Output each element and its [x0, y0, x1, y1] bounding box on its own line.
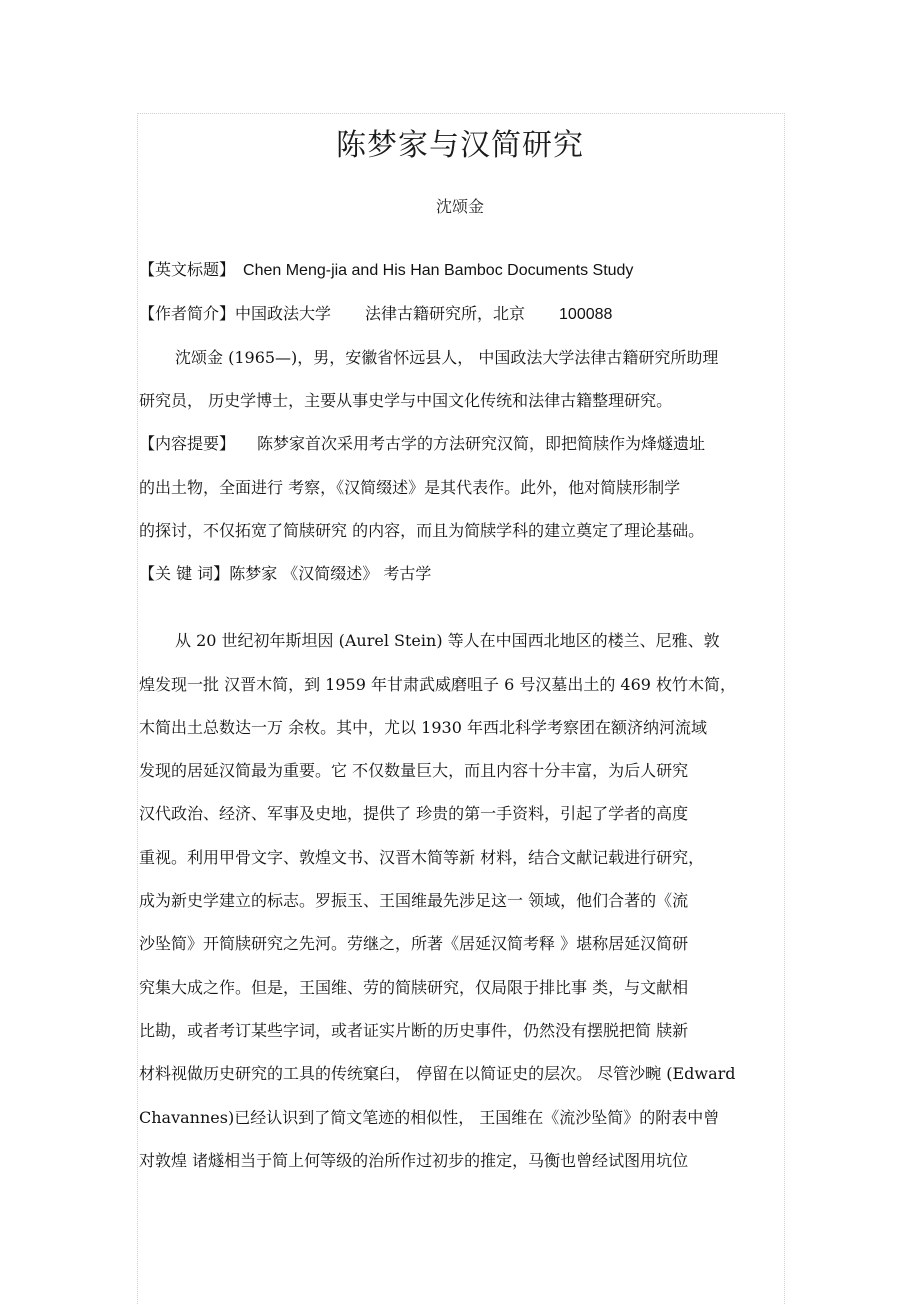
body-line: 究集大成之作。但是，王国维、劳的简牍研究，仅局限于排比事 类，与文献相	[139, 978, 689, 997]
abstract-line-2: 的出土物，全面进行 考察，《汉简缀述》是其代表作。此外，他对简牍形制学	[139, 478, 681, 497]
body-line: 材料视做历史研究的工具的传统窠臼， 停留在以简证史的层次。 尽管沙畹 (Edward	[139, 1064, 736, 1083]
author-affiliation: 法律古籍研究所，北京	[365, 304, 526, 323]
body-line: 煌发现一批 汉晋木简，到 1959 年甘肃武威磨咀子 6 号汉墓出土的 469 枚竹木简，	[139, 675, 737, 694]
author-info-label: 【作者简介】中国政法大学	[139, 304, 332, 323]
body-line: 对敦煌 诸燧相当于简上何等级的治所作过初步的推定，马衡也曾经试图用坑位	[139, 1151, 689, 1170]
body-line: 沙坠简》开简牍研究之先河。劳继之，所著《居延汉简考释 》堪称居延汉简研	[139, 934, 689, 953]
author-bio-line-2: 研究员， 历史学博士，主要从事史学与中国文化传统和法律古籍整理研究。	[139, 391, 673, 410]
keywords: 陈梦家 《汉简缀述》 考古学	[229, 564, 432, 583]
author-name: 沈颂金	[435, 197, 484, 216]
english-title-label: 【英文标题】	[139, 260, 236, 279]
keywords-label: 【关 键 词】	[139, 564, 230, 583]
postal-code: 100088	[559, 306, 613, 323]
body-line: 汉代政治、经济、军事及史地，提供了 珍贵的第一手资料，引起了学者的高度	[139, 804, 689, 823]
body-line: 成为新史学建立的标志。罗振玉、王国维最先涉足这一 领域，他们合著的《流	[139, 891, 689, 910]
body-line: Chavannes)已经认识到了简文笔迹的相似性， 王国维在《流沙坠简》的附表中曾	[139, 1108, 720, 1127]
body-line: 发现的居延汉简最为重要。它 不仅数量巨大，而且内容十分丰富，为后人研究	[139, 761, 689, 780]
abstract-line-3: 的探讨，不仅拓宽了简牍研究 的内容，而且为简牍学科的建立奠定了理论基础。	[139, 521, 705, 540]
author-bio-line-1: 沈颂金 (1965—)，男，安徽省怀远县人， 中国政法大学法律古籍研究所助理	[175, 348, 719, 367]
body-line: 木简出土总数达一万 余枚。其中，尤以 1930 年西北科学考察团在额济纳河流域	[139, 718, 707, 737]
author-info-line	[139, 303, 612, 326]
abstract-label: 【内容提要】	[139, 434, 236, 453]
body-line: 重视。利用甲骨文字、敦煌文书、汉晋木简等新 材料，结合文献记载进行研究，	[139, 848, 705, 867]
abstract-line-1	[139, 433, 705, 455]
article-title: 陈梦家与汉简研究	[336, 128, 584, 163]
body-line: 比勘，或者考订某些字词，或者证实片断的历史事件，仍然没有摆脱把简 牍新	[139, 1021, 689, 1040]
english-title-line	[139, 259, 633, 282]
english-title: Chen Meng-jia and His Han Bamboc Documents Study	[243, 262, 634, 279]
keywords-line	[139, 563, 431, 585]
abstract-text: 陈梦家首次采用考古学的方法研究汉简，即把简牍作为烽燧遗址	[257, 434, 706, 453]
body-line: 从 20 世纪初年斯坦因 (Aurel Stein) 等人在中国西北地区的楼兰、尼雅、敦	[175, 631, 720, 650]
